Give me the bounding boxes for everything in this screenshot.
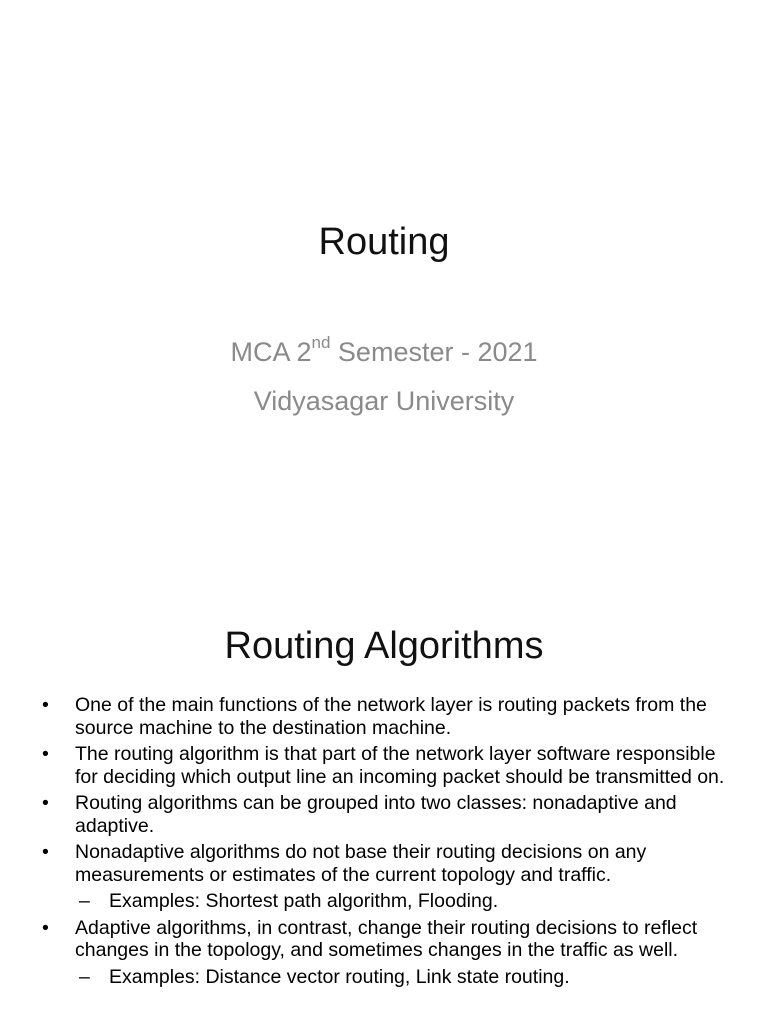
ordinal-suffix: nd (311, 333, 331, 352)
bullet-text: Adaptive algorithms, in contrast, change their routing decisions to reflect changes in the topology, and sometimes changes in the traffic as well. (75, 916, 698, 961)
slide-title-heading: Routing (318, 221, 450, 263)
bullet-list (38, 694, 738, 992)
university-name: Vidyasagar University (253, 386, 515, 416)
bullet-mark: • (42, 792, 49, 814)
sub-bullet-mark: – (79, 965, 90, 988)
bullet-text: Routing algorithms can be grouped into two classes: nonadaptive and adaptive. (75, 792, 677, 837)
sub-bullet-mark: – (79, 890, 90, 912)
sub-bullet-item (38, 890, 738, 913)
bullet-item (38, 743, 738, 788)
slide-heading: Routing Algorithms (224, 625, 544, 667)
bullet-mark: • (42, 916, 49, 939)
slide-routing-algorithms (0, 576, 768, 1024)
bullet-mark: • (42, 841, 49, 863)
sub-bullet-text: Examples: Shortest path algorithm, Flooding. (109, 890, 499, 912)
bullet-mark: • (42, 694, 49, 716)
bullet-text: The routing algorithm is that part of the network layer software responsible for deciding which output line an incoming packet should be transmitted on. (75, 743, 725, 788)
bullet-item (38, 917, 738, 962)
bullet-mark: • (42, 743, 49, 765)
bullet-item (38, 841, 738, 886)
course-name: MCA 2 (230, 337, 312, 367)
bullet-item (38, 792, 738, 837)
sub-bullet-item (38, 966, 738, 989)
bullet-text: Nonadaptive algorithms do not base their routing decisions on any measurements or estimates of the current topology and traffic. (75, 841, 647, 886)
bullet-text: One of the main functions of the network layer is routing packets from the source machine to the destination machine. (75, 694, 707, 739)
course-subtitle (0, 334, 768, 370)
semester-year: Semester - 2021 (330, 337, 538, 367)
sub-bullet-text: Examples: Distance vector routing, Link state routing. (109, 965, 570, 988)
bullet-item (38, 694, 738, 739)
